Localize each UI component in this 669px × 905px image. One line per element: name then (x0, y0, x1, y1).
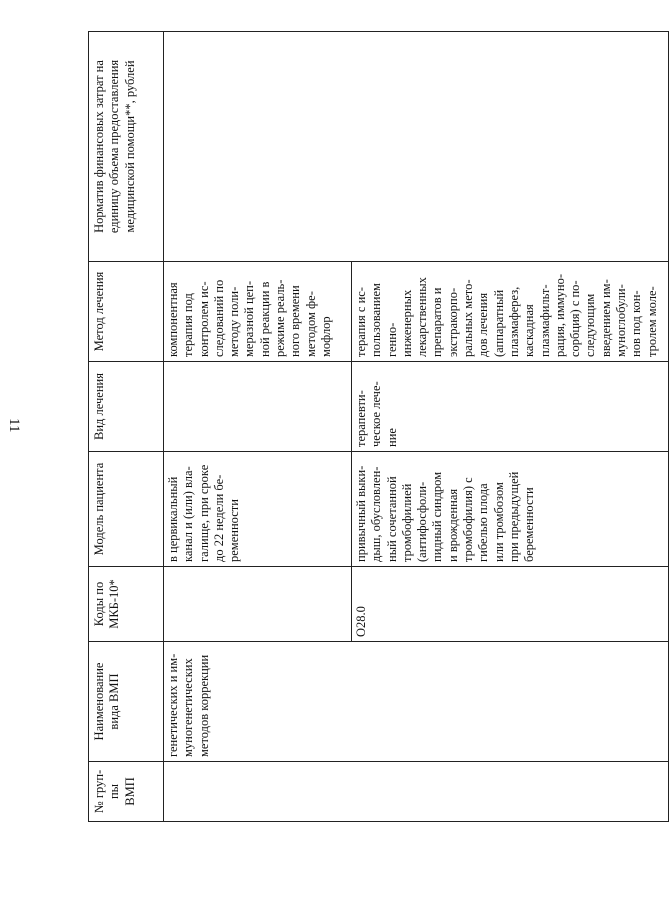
header-treatment-method: Метод лечения (89, 262, 164, 362)
cell-vmp-name: генетических и им- муногенетических методов коррекции (164, 642, 669, 762)
header-vmp-name: Наименование вида ВМП (89, 642, 164, 762)
header-patient-model: Модель пациента (89, 452, 164, 567)
cell-patient-model: привычный выки- дыш, обусловлен- ный сочетанной тромбофилией (антифосфоли- пидный синдром и врожденная тромбофилия) с гибелью плода или тромбозом при предыдущей беременности (352, 452, 669, 567)
table-header-row (89, 32, 164, 822)
vmp-table (88, 31, 669, 822)
header-financial-norm: Норматив финансовых затрат на единицу объема предоставления медицинской помощи**, рублей (89, 32, 164, 262)
table-row (164, 32, 352, 822)
cell-financial-norm (164, 32, 669, 262)
header-treatment-type: Вид лечения (89, 362, 164, 452)
page-number: 11 (6, 418, 22, 433)
header-group-number: № груп- пы ВМП (89, 762, 164, 822)
header-icd-codes: Коды по МКБ-10* (89, 567, 164, 642)
cell-patient-model: в цервикальный канал и (или) вла- галище, при сроке до 22 недели бе- ременности (164, 452, 352, 567)
rotated-table-wrapper (88, 32, 668, 822)
cell-group-number (164, 762, 669, 822)
cell-treatment-type: терапевти- ческое лече- ние (352, 362, 669, 452)
cell-treatment-type (164, 362, 352, 452)
cell-icd-code (164, 567, 352, 642)
cell-treatment-method: терапия с ис- пользованием генно- инженерных лекарственных препаратов и экстракорпо- ральных мето- дов лечения (аппаратный плазмаферез, каскадная плазмафильт- рация, иммуно- сорбция) с по- следующим введением им- муноглобули- нов под кон- тролем моле- (352, 262, 669, 362)
cell-treatment-method: компонентная терапия под контролем ис- следований по методу поли- меразной цеп- ной реакции в режиме реаль- ного времени методом фе- мофлор (164, 262, 352, 362)
cell-icd-code: O28.0 (352, 567, 669, 642)
